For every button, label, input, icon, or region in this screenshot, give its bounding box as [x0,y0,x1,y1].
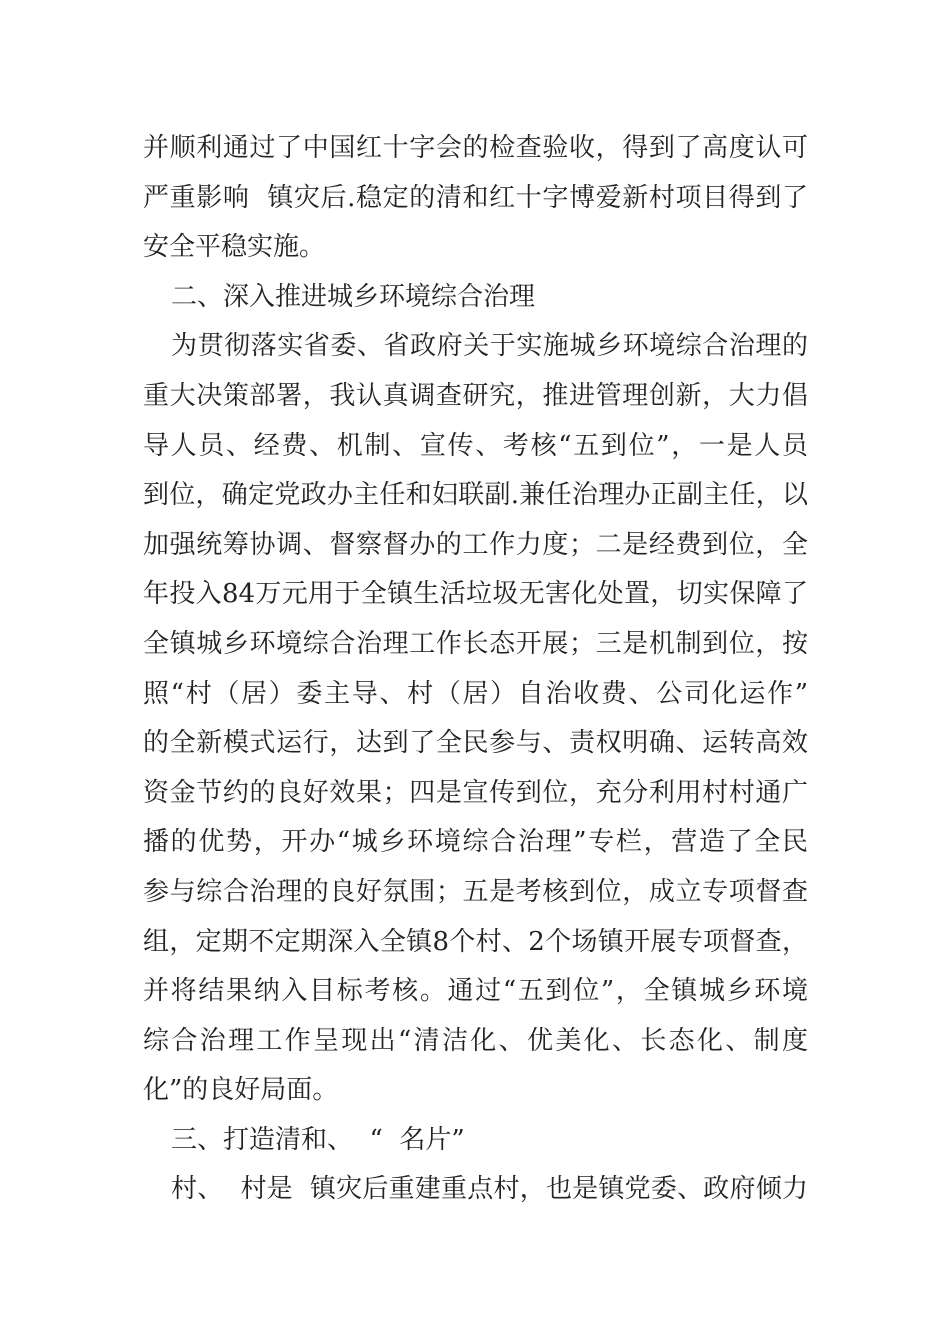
text-line: 的全新模式运行，达到了全民参与、责权明确、运转高效 [143,728,808,759]
text-line: 资金节约的良好效果；四是宣传到位，充分利用村村通广 [143,777,808,808]
text-line: 到位，确定党政办主任和妇联副.兼任治理办正副主任，以 [143,480,808,511]
text-line: 年投入84万元用于全镇生活垃圾无害化处置，切实保障了 [143,579,808,610]
section-heading: 三、打造清和、 “ 名片” [171,1124,465,1155]
text-line: 重大决策部署，我认真调查研究，推进管理创新，大力倡 [143,380,808,411]
text-line: 并将结果纳入目标考核。通过“五到位”，全镇城乡环境 [143,976,808,1007]
text-line: 组，定期不定期深入全镇8个村、2个场镇开展专项督查， [143,926,808,957]
text-line: 参与综合治理的良好氛围；五是考核到位，成立专项督查 [143,876,808,907]
text-line: 村、 村是 镇灾后重建重点村，也是镇党委、政府倾力 [171,1174,808,1205]
section-heading: 二、深入推进城乡环境综合治理 [171,281,536,312]
text-line: 并顺利通过了中国红十字会的检查验收，得到了高度认可 [143,133,808,163]
document-body [143,124,808,1215]
text-line: 安全平稳实施。 [143,232,326,263]
text-line: 全镇城乡环境综合治理工作长态开展；三是机制到位，按 [143,628,808,659]
text-line: 照“村（居）委主导、村（居）自治收费、公司化运作” [143,678,808,709]
text-line: 严重影响 镇灾后.稳定的清和红十字博爱新村项目得到了 [143,182,808,213]
text-line: 综合治理工作呈现出“清洁化、优美化、长态化、制度 [143,1025,808,1056]
text-line: 为贯彻落实省委、省政府关于实施城乡环境综合治理的 [171,331,808,362]
text-line: 导人员、经费、机制、宣传、考核“五到位”，一是人员 [143,430,808,461]
text-line: 播的优势，开办“城乡环境综合治理”专栏，营造了全民 [143,827,808,858]
text-line: 化”的良好局面。 [143,1075,339,1106]
text-line: 加强统筹协调、督察督办的工作力度；二是经费到位，全 [143,529,808,560]
